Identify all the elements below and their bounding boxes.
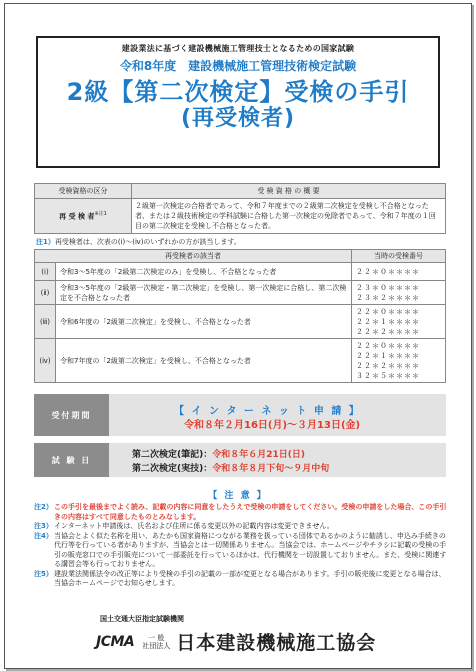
org-name: 日本建設機械施工協会	[176, 632, 377, 654]
note-text: 当協会とよく似た名称を用い、あたかも国家資格につながる業務を扱っている団体であるかのように勧誘し、申込み手続きの代行等を行っている者がありますが、当協会とは一切関係ありません。当協会では、ホームページやチラシに記載の受検の手引の販売窓口での手引販売について一部委託を行っているほかは、代行機関を一切設置しておりません。また、受検に関連する講習会等も行っておりません。	[54, 531, 447, 568]
note-1-label: 注1）	[36, 238, 55, 246]
exam-date-band	[34, 443, 446, 477]
row-number: ２２＊０＊＊＊＊ ２２＊１＊＊＊＊ ２２＊２＊＊＊＊ ３２＊５＊＊＊＊	[352, 339, 446, 383]
written-exam-label: 第二次検定(筆記)：	[132, 450, 213, 460]
table-row	[35, 281, 446, 305]
note-item	[34, 570, 452, 589]
qual-header-summary: 受 検 資 格 の 概 要	[132, 184, 446, 199]
main-title-sub: (再受検者)	[180, 106, 296, 131]
qual-category-label: 再 受 検 者	[59, 212, 95, 221]
reception-label: 受付期間	[34, 394, 109, 436]
note-label: 注5）	[34, 569, 53, 578]
row-text: 令和3〜5年度の「2級第二次検定のみ」を受検し、不合格となった者	[56, 263, 352, 281]
exam-year: 令和8年度	[119, 59, 177, 73]
table-row	[35, 263, 446, 281]
elig-header-target: 再受検者の該当者	[35, 250, 352, 263]
practical-exam-label: 第二次検定(実技)：	[132, 464, 213, 474]
row-text: 令和7年度の「2級第二次検定」を受検し、不合格となった者	[56, 339, 352, 383]
note-item	[34, 532, 452, 570]
table-row	[35, 339, 446, 383]
exam-title	[38, 57, 438, 74]
practical-exam-date: 令和８年８月下旬〜９月中旬	[212, 464, 330, 474]
written-exam-row	[132, 447, 305, 460]
row-number: ２３＊０＊＊＊＊ ２３＊２＊＊＊＊	[352, 281, 446, 305]
row-id: (ⅲ)	[35, 305, 56, 339]
note-text: 建設業法関係法令の改正等により受検の手引の記載の一部が変更となる場合があります。手引の販売後に変更となる場合は、当協会ホームページでお知らせします。	[54, 569, 446, 587]
reception-band	[34, 394, 446, 436]
qual-category	[35, 199, 132, 234]
note-text: インターネット申請後は、氏名および住所に係る変更以外の記載内容は変更できません。	[54, 522, 334, 530]
row-text: 令和6年度の「2級第二次検定」を受検し、不合格となった者	[56, 305, 352, 339]
jcma-logo-mark: JCMA	[96, 633, 135, 650]
practical-exam-row	[132, 461, 329, 474]
note-item	[34, 522, 452, 532]
note-item	[34, 503, 452, 522]
reception-method: 【 イ ン タ ー ネ ッ ト 申 請 】	[174, 406, 361, 417]
note-1	[36, 237, 241, 247]
header-subtitle: 建設業法に基づく建設機械施工管理技士となるための国家試験	[121, 44, 355, 53]
row-text: 令和3〜5年度の「2級第一次検定・第二次検定」を受検し、第一次検定に合格し、第二次検定を不合格となった者	[56, 281, 352, 305]
note-text: この手引を最後までよく読み、記載の内容に同意をしたうえで受検の申請をしてください。受検の申請をした場合、この手引きの内容はすべて同意したものとみなします。	[54, 503, 447, 521]
row-id: (ⅱ)	[35, 281, 56, 305]
exam-name: 建設機械施工管理技術検定試験	[188, 59, 357, 73]
qualification-table	[34, 183, 446, 234]
qual-header-category: 受検資格の区分	[35, 184, 132, 199]
note-label: 注3）	[34, 522, 53, 530]
corp-type: 一 般 社団法人	[142, 633, 171, 650]
qual-category-note: ※注1	[94, 211, 107, 218]
title-box	[36, 36, 440, 168]
attention-title: 【 注 意 】	[208, 491, 268, 501]
row-number: ２２＊０＊＊＊＊	[352, 263, 446, 281]
main-title: 2級【第二次検定】受検の手引	[66, 78, 410, 106]
eligibility-table	[34, 249, 446, 383]
exam-date-label: 試 験 日	[34, 443, 109, 477]
table-row	[35, 305, 446, 339]
note-label: 注4）	[34, 531, 53, 540]
note-1-text: 再受検者は、次表の(ⅰ)〜(ⅳ)のいずれかの方が該当します。	[54, 238, 241, 246]
attention-notes	[34, 503, 452, 589]
designation-text: 国土交通大臣指定試験機関	[100, 615, 184, 623]
qual-summary: ２級第一次検定の合格者であって、令和７年度までの２級第二次検定を受検し不合格となった者、または２級技術検定の学科試験に合格した第一次検定の免除者であって、令和７年度の１回目の第二次検定を受検し不合格となった者。	[132, 199, 446, 234]
written-exam-date: 令和８年６月21日(日)	[212, 450, 305, 460]
reception-period: 令和８年２月16日(月)〜３月13日(金)	[184, 420, 361, 431]
org-logo	[96, 628, 376, 655]
row-id: (ⅰ)	[35, 263, 56, 281]
row-id: (ⅳ)	[35, 339, 56, 383]
row-number: ２２＊０＊＊＊＊ ２２＊１＊＊＊＊ ２２＊２＊＊＊＊	[352, 305, 446, 339]
elig-header-number: 当時の受検番号	[352, 250, 446, 263]
note-label: 注2）	[34, 503, 53, 511]
